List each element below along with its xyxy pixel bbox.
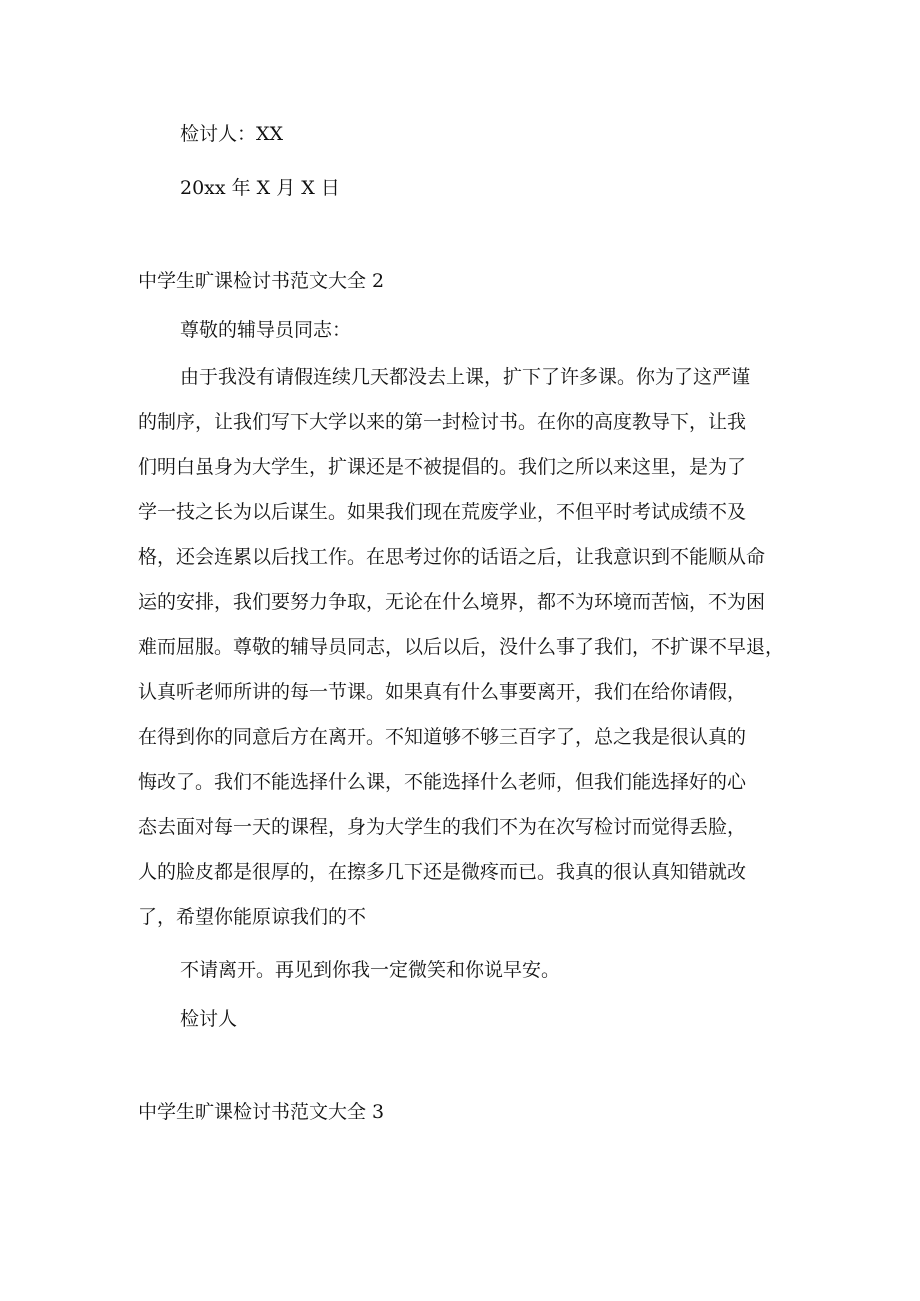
body-line-1: 由于我没有请假连续几天都没去上课，扩下了许多课。你为了这严谨 <box>180 366 751 388</box>
body-line-4: 学一技之长为以后谋生。如果我们现在荒废学业，不但平时考试成绩不及 <box>138 501 747 523</box>
body-line-12: 人的脸皮都是很厚的，在擦多几下还是微疼而已。我真的很认真知错就改 <box>138 861 747 883</box>
body-line-5: 格，还会连累以后找工作。在思考过你的话语之后，让我意识到不能顺从命 <box>138 546 766 568</box>
body-line-13: 了，希望你能原谅我们的不 <box>138 906 367 928</box>
signer-line: 检讨人：XX <box>180 123 284 145</box>
body-line-11: 态去面对每一天的课程，身为大学生的我们不为在次写检讨而觉得丢脸， <box>138 816 747 838</box>
body-line-9: 在得到你的同意后方在离开。不知道够不够三百字了，总之我是很认真的 <box>138 726 747 748</box>
body-line-8: 认真听老师所讲的每一节课。如果真有什么事要离开，我们在给你请假， <box>138 681 747 703</box>
body-line-6: 运的安排，我们要努力争取，无论在什么境界，都不为环境而苦恼，不为困 <box>138 591 766 613</box>
signer-short-line: 检讨人 <box>180 1008 238 1030</box>
body-line-10: 悔改了。我们不能选择什么课，不能选择什么老师，但我们能选择好的心 <box>138 771 747 793</box>
greeting-line: 尊敬的辅导员同志： <box>180 319 352 341</box>
section-2-title: 中学生旷课检讨书范文大全 2 <box>138 270 385 292</box>
body-line-2: 的制序，让我们写下大学以来的第一封检讨书。在你的高度教导下，让我 <box>138 411 747 433</box>
section-3-title: 中学生旷课检讨书范文大全 3 <box>138 1101 385 1123</box>
continuation-line: 不请离开。再见到你我一定微笑和你说早安。 <box>180 959 561 981</box>
date-line: 20xx 年 X 月 X 日 <box>180 177 340 199</box>
body-line-3: 们明白虽身为大学生，扩课还是不被提倡的。我们之所以来这里，是为了 <box>138 456 747 478</box>
body-line-7: 难而屈服。尊敬的辅导员同志，以后以后，没什么事了我们，不扩课不早退， <box>138 636 785 658</box>
